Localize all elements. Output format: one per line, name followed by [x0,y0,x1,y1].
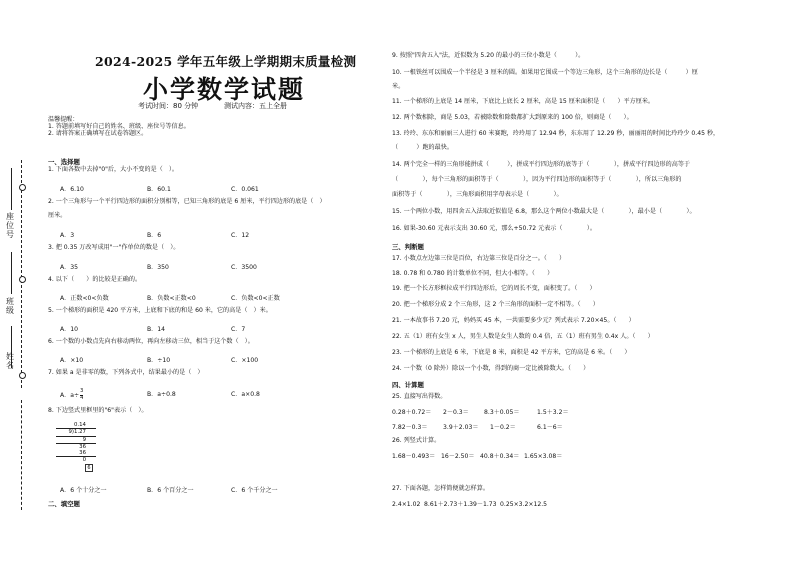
option-c: C．6 个千分之一 [231,487,278,494]
vertical-calc-item: 16－2.50＝ [441,453,475,460]
option-a: A．3 [60,232,75,239]
notice-heading: 温馨提醒： [48,116,79,123]
question-26: 26. 列竖式计算。 [392,437,441,444]
question-24: 24. 一个数（0 除外）除以一个小数，得到的商一定比被除数大。（ ） [392,365,590,372]
question-7: 7. 如果 a 是非零的数，下列各式中，结果最小的是（ ） [48,369,204,376]
question-10-cont: 米。 [392,83,405,90]
division-step: 9 [56,437,96,444]
question-21: 21. 一本故事书 7.20 元，妈妈买 45 本，一共需要多少元？列式表示 7.20×45。（ ） [392,317,635,324]
calc-item: 7.82－0.3＝ [392,424,428,431]
calc-item: 1－0.2＝ [490,424,516,431]
binding-dashed-line-lower [21,400,22,510]
option-b: B．60.1 [147,186,171,193]
question-18: 18. 0.78 和 0.780 的计数单位不同，但大小相等。（ ） [392,270,554,277]
notice-line: 1. 答题前填写好自己的姓名、班级、座位号等信息。 [48,123,190,130]
question-1: 1. 下面各数中去掉"0"后，大小不变的是（ ）。 [48,166,178,173]
question-6: 6. 一个数的小数点先向右移动两位，再向左移动三位，相当于这个数（ ）。 [48,338,254,345]
seat-label: 座位号 [6,212,14,239]
question-11: 11. 一个梯形的上底是 14 厘米，下底比上底长 2 厘米，高是 15 厘米面积是（ ）平方厘米。 [392,98,655,105]
question-25: 25. 直接写出得数。 [392,393,447,400]
simple-calc-item: 8.61＋2.73＋1.39－1.73 [424,501,497,508]
option-a: A．×10 [60,357,84,364]
calc-item: 6.1－6＝ [537,424,563,431]
option-c: C．a×0.8 [231,391,260,398]
option-b: B．6 个百分之一 [147,487,194,494]
question-19: 19. 把一个长方形框拉成平行四边形后，它的周长不变，面积变了。（ ） [392,285,596,292]
class-underline [11,252,12,294]
question-14-cont: 面积等于（ ），三角形面积用字母表示是（ ）。 [392,191,563,198]
section-heading: 三、判断题 [392,243,424,251]
question-2: 2. 一个三角形与一个平行四边形的面积分别相等，已知三角形的底是 6 厘米，平行四边形的底是（ ） [48,198,326,205]
seat-underline [11,168,12,210]
binding-hole [19,184,26,191]
exam-title: 2024-2025 学年五年级上学期期末质量检测 [95,54,357,69]
question-10: 10. 一根铁丝可以围成一个半径是 3 厘米的圆。如果用它围成一个等边三角形，这个三角形的边长是（ ）厘 [392,69,698,76]
question-17: 17. 小数点左边第三位是百位，右边第三位是百分之一。（ ） [392,255,566,262]
exam-scope: 测试内容：五上全册 [224,102,287,110]
question-22: 22. 五（1）班有女生 x 人，男生人数是女生人数的 0.4 倍，五（1）班有男生 0.4x 人。（ ） [392,333,654,340]
section-heading: 四、计算题 [392,381,424,389]
division-step: 0 [82,457,86,464]
main-title: 小学数学试题 [143,75,306,104]
boxed-six: 6 [85,464,93,472]
simple-calc-item: 2.4×1.02 [392,501,421,508]
vertical-calc-item: 40.8＋0.34＝ [480,453,520,460]
division-dividend: 9)1.27 [56,428,96,436]
notice-line: 2. 请将答案正确填写在试卷答题区。 [48,130,148,137]
question-16: 16. 如果-30.60 元表示支出 30.60 元，那么+50.72 元表示（ ）。 [392,225,596,232]
option-a: A．6 个十分之一 [60,487,107,494]
vertical-calc-item: 1.65×3.08＝ [524,453,563,460]
question-2-cont: 厘米。 [48,212,67,219]
question-4: 4. 以下（ ）的比较是正确的。 [48,276,142,283]
section-heading: 一、选择题 [48,158,80,166]
option-a [60,389,83,401]
simple-calc-item: 0.25×3.2×12.5 [500,501,548,508]
option-a: A．正数<0<负数 [60,295,109,302]
question-15: 15. 一个两位小数，用四舍五入法取近似值是 6.8，那么这个两位小数最大是（ ），最小是（ ）。 [392,208,696,215]
name-label: 姓名 [6,352,14,370]
option-c: C．负数<0<正数 [231,295,280,302]
fraction-numerator: 3 [80,388,84,394]
option-b: B．a÷0.8 [147,391,176,398]
question-5: 5. 一个梯形的面积是 420 平方米，上底和下底的和是 60 米，它的高是（ ）米。 [48,307,272,314]
option-a-text: A．a÷ [60,392,80,399]
binding-hole [19,276,26,283]
exam-time: 考试时间：80 分钟 [138,102,199,110]
question-14-cont: （ ），每个三角形的面积等于（ ），因为平行四边形的面积等于（ ），所以三角形的 [392,176,682,183]
option-c: C．3500 [231,264,257,271]
question-9: 9. 按照"四舍五入"法，近似数为 5.20 的最小的三位小数是（ ）。 [392,52,585,59]
division-step: 36 [56,450,96,457]
question-27: 27. 下面各题，怎样简便就怎样算。 [392,485,489,492]
class-label: 班级 [6,297,14,315]
question-13-cont: （ ）跑的最快。 [392,144,453,151]
calc-item: 8.3＋0.05＝ [484,409,520,416]
section-heading: 二、填空题 [48,500,80,508]
option-c: C．0.061 [231,186,259,193]
option-c: C．12 [231,232,250,239]
calc-item: 0.28＋0.72＝ [392,409,432,416]
calc-item: 1.5＋3.2＝ [537,409,569,416]
option-b: B．6 [147,232,162,239]
option-a: A．6.10 [60,186,84,193]
question-12: 12. 两个数相除，商是 5.03，若被除数和除数都扩大到原来的 100 倍，则商是（ ）。 [392,114,633,121]
division-step: 36 [79,443,86,450]
fraction-denominator: 4 [80,394,84,401]
option-b: B．350 [147,264,169,271]
option-b: B．14 [147,326,166,333]
question-3: 3. 把 0.35 万改写成用"一"作单位的数是（ ）。 [48,244,180,251]
option-b: B．÷10 [147,357,171,364]
option-a: A．10 [60,326,79,333]
calc-item: 3.9＋2.03＝ [443,424,479,431]
question-13: 13. 玲玲、东东和丽丽三人进行 60 米赛跑，玲玲用了 12.94 秒，东东用了 12.29 秒，丽丽用的时间比玲玲少 0.45 秒， [392,130,720,137]
question-23: 23. 一个梯形的上底是 6 米，下底是 8 米，面积是 42 平方米，它的高是 6 米。（ ） [392,349,631,356]
question-8: 8. 下边竖式里框里的"6"表示（ ）。 [48,407,148,414]
calc-item: 2－0.3＝ [443,409,469,416]
question-14: 14. 两个完全一样的三角形能拼成（ ），拼成平行四边形的底等于（ ），拼成平行四边形的高等于 [392,161,691,168]
long-division [56,422,96,480]
division-boxed-digit [56,464,96,470]
fraction [80,389,83,401]
option-a: A．35 [60,264,79,271]
binding-dashed-line [21,160,22,388]
option-c: C．7 [231,326,246,333]
option-c: C．×100 [231,357,259,364]
division-quotient: 0.14 [73,422,86,428]
question-20: 20. 把一个梯形分成 2 个三角形，这 2 个三角形的面积一定不相等。（ ） [392,301,599,308]
vertical-calc-item: 1.68－0.493＝ [392,453,436,460]
binding-hole [19,372,26,379]
option-b: B．负数<正数<0 [147,295,196,302]
